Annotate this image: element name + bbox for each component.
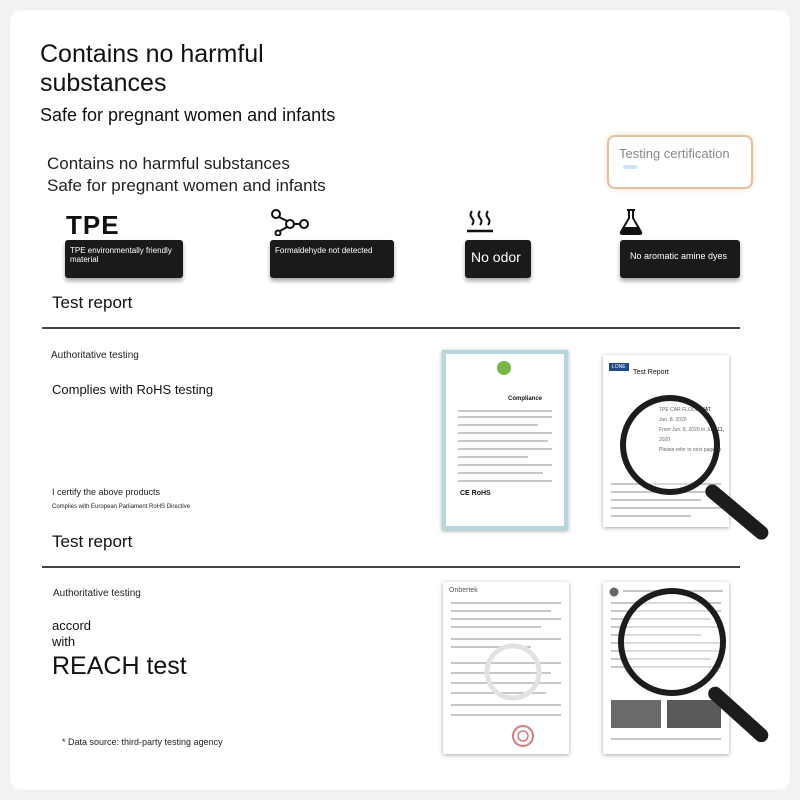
report-title: Test Report [633,369,669,376]
reach-report-image [443,582,569,754]
reach-doc-logo: Onbertek [449,587,478,594]
rohs-certify: I certify the above products [52,487,161,497]
molecule-icon [268,208,310,236]
stamp-icon [511,724,535,748]
section-divider-2 [42,566,740,568]
car-mat-photo-2 [667,700,721,728]
car-mat-photo-1 [611,700,661,728]
cert-doc-title: Compliance [508,396,543,402]
feature-pill-formaldehyde [270,240,394,278]
reach-line-1: accord [52,618,92,633]
cert-seal-icon [496,360,512,376]
report-lines: TPE car mat TPE CAR FLOOR MAT Jun. 8, 2020 From Jun. 8, 2020 to Jun. 11, 2020 Please refer to next page(s) [659,397,724,453]
cert-doc-badge: CE RoHS [460,490,491,497]
reach-headline: REACH test [52,652,187,680]
steam-icon [465,208,495,234]
page-title: Contains no harmful substances [40,40,264,97]
section-title-rohs: Test report [52,293,133,312]
claim-line-1: Contains no harmful substances [47,154,290,173]
feature-label-tpe: TPE environmentally friendly material [70,246,172,264]
tpe-icon: TPE [66,210,120,240]
rohs-headline: Complies with RoHS testing [52,382,214,397]
rohs-certificate-image [442,350,568,530]
flask-icon [618,208,644,236]
feature-pill-tpe [65,240,183,278]
testing-certification-button[interactable] [607,135,753,189]
glint-icon [623,165,637,169]
watermark-icon [483,642,543,702]
feature-pill-odor [465,240,531,278]
feature-label-odor: No odor [471,249,521,265]
report-logo: LONE [609,363,629,371]
magnifier-icon [620,395,720,495]
feature-label-dyes: No aromatic amine dyes [630,251,728,261]
data-source-note: * Data source: third-party testing agency [62,737,223,747]
page-subtitle: Safe for pregnant women and infants [40,105,336,125]
reach-tag: Authoritative testing [53,588,141,599]
agency-logo-icon [609,587,619,597]
section-title-reach: Test report [52,532,133,551]
claim-line-2: Safe for pregnant women and infants [47,176,326,195]
product-info-card [10,10,790,790]
reach-line-2: with [52,634,76,649]
magnifier-icon-2 [618,588,726,696]
rohs-tag: Authoritative testing [51,350,139,361]
feature-label-formaldehyde: Formaldehyde not detected [275,246,373,255]
section-divider [42,327,740,329]
testing-certification-label: Testing certification [619,146,730,161]
rohs-directive: Complies with European Parliament RoHS Directive [52,504,191,510]
feature-pill-dyes [620,240,740,278]
